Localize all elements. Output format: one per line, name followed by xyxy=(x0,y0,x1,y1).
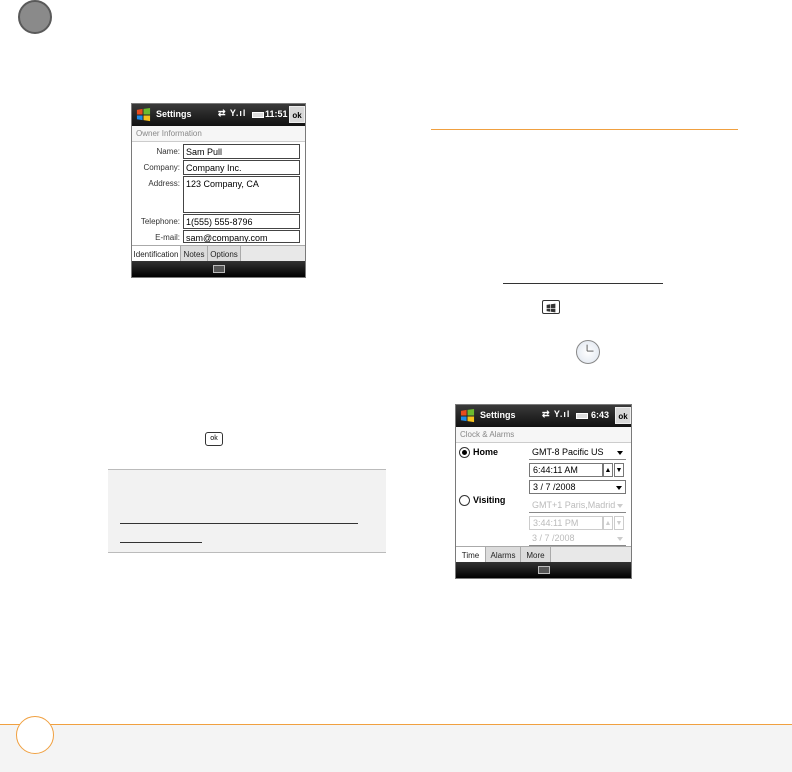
telephone-label: Telephone: xyxy=(140,217,180,226)
section-rule xyxy=(431,129,738,130)
tab-more[interactable]: More xyxy=(521,547,551,564)
tab-time[interactable]: Time xyxy=(456,547,486,564)
visiting-date-value: 3 / 7 /2008 xyxy=(532,533,575,543)
company-label: Company: xyxy=(143,163,180,172)
email-field[interactable]: sam@company.com xyxy=(183,230,300,243)
visiting-radio[interactable] xyxy=(459,495,470,506)
page-footer xyxy=(0,724,792,772)
signal-icon: ⇄ Y.ıl xyxy=(218,108,247,118)
home-date-select[interactable] xyxy=(529,480,626,494)
chevron-down-icon xyxy=(617,537,623,541)
link-underline xyxy=(503,283,663,284)
section-title: Owner Information xyxy=(132,126,305,142)
battery-icon xyxy=(252,112,264,118)
battery-icon xyxy=(576,413,588,419)
telephone-field[interactable]: 1(555) 555-8796 xyxy=(183,214,300,229)
windows-flag-icon[interactable] xyxy=(136,107,151,122)
home-time-value: 6:44:11 AM xyxy=(533,465,578,475)
note-box xyxy=(108,469,386,553)
ok-button[interactable]: ok xyxy=(615,407,631,424)
bottom-bar xyxy=(456,562,631,578)
app-title: Settings xyxy=(480,410,516,420)
home-date-value: 3 / 7 /2008 xyxy=(533,482,576,492)
tab-alarms[interactable]: Alarms xyxy=(486,547,521,564)
app-title: Settings xyxy=(156,109,192,119)
chapter-tab-marker xyxy=(18,0,52,34)
title-bar xyxy=(132,104,305,126)
home-time-down-button[interactable]: ▼ xyxy=(614,463,624,477)
home-radio[interactable] xyxy=(459,447,470,458)
clock-text: 6:43 xyxy=(591,410,610,420)
signal-icon: ⇄ Y.ıl xyxy=(542,409,571,419)
home-time-up-button[interactable]: ▲ xyxy=(603,463,613,477)
clock-text: 11:51 xyxy=(265,109,288,119)
home-label: Home xyxy=(473,447,499,457)
home-timezone-select[interactable] xyxy=(529,446,626,460)
visiting-time-down-button[interactable]: ▼ xyxy=(614,516,624,530)
chevron-down-icon xyxy=(616,486,622,490)
tab-notes[interactable]: Notes xyxy=(181,246,208,263)
home-timezone-value: GMT-8 Pacific US xyxy=(532,447,604,457)
home-time-field[interactable] xyxy=(529,463,603,477)
address-label: Address: xyxy=(148,179,180,188)
ok-button[interactable]: ok xyxy=(289,106,305,123)
clock-icon xyxy=(576,340,600,364)
visiting-time-value: 3:44:11 PM xyxy=(533,518,579,528)
visiting-timezone-value: GMT+1 Paris,Madrid xyxy=(532,500,616,510)
name-field[interactable]: Sam Pull xyxy=(183,144,300,159)
name-label: Name: xyxy=(156,147,180,156)
start-icon xyxy=(542,300,560,314)
email-label: E-mail: xyxy=(155,233,180,242)
visiting-date-select[interactable] xyxy=(529,532,626,546)
visiting-timezone-select[interactable] xyxy=(529,499,626,513)
chevron-down-icon xyxy=(617,451,623,455)
owner-info-screenshot xyxy=(131,103,306,278)
bottom-bar xyxy=(132,261,305,277)
section-title: Clock & Alarms xyxy=(456,427,631,443)
visiting-time-field[interactable] xyxy=(529,516,603,530)
chevron-down-icon xyxy=(617,504,623,508)
company-field[interactable]: Company Inc. xyxy=(183,160,300,175)
visiting-time-up-button[interactable]: ▲ xyxy=(603,516,613,530)
address-field[interactable]: 123 Company, CA xyxy=(183,176,300,213)
clock-alarms-screenshot xyxy=(455,404,632,579)
link-underline xyxy=(120,542,202,543)
keyboard-icon[interactable] xyxy=(213,265,225,273)
title-bar xyxy=(456,405,631,427)
tab-options[interactable]: Options xyxy=(208,246,241,263)
link-underline xyxy=(120,523,358,524)
page-number-marker xyxy=(16,716,54,754)
ok-icon: ok xyxy=(205,432,223,446)
windows-flag-icon[interactable] xyxy=(460,408,475,423)
keyboard-icon[interactable] xyxy=(538,566,550,574)
tab-identification[interactable]: Identification xyxy=(132,246,181,263)
visiting-label: Visiting xyxy=(473,495,506,505)
